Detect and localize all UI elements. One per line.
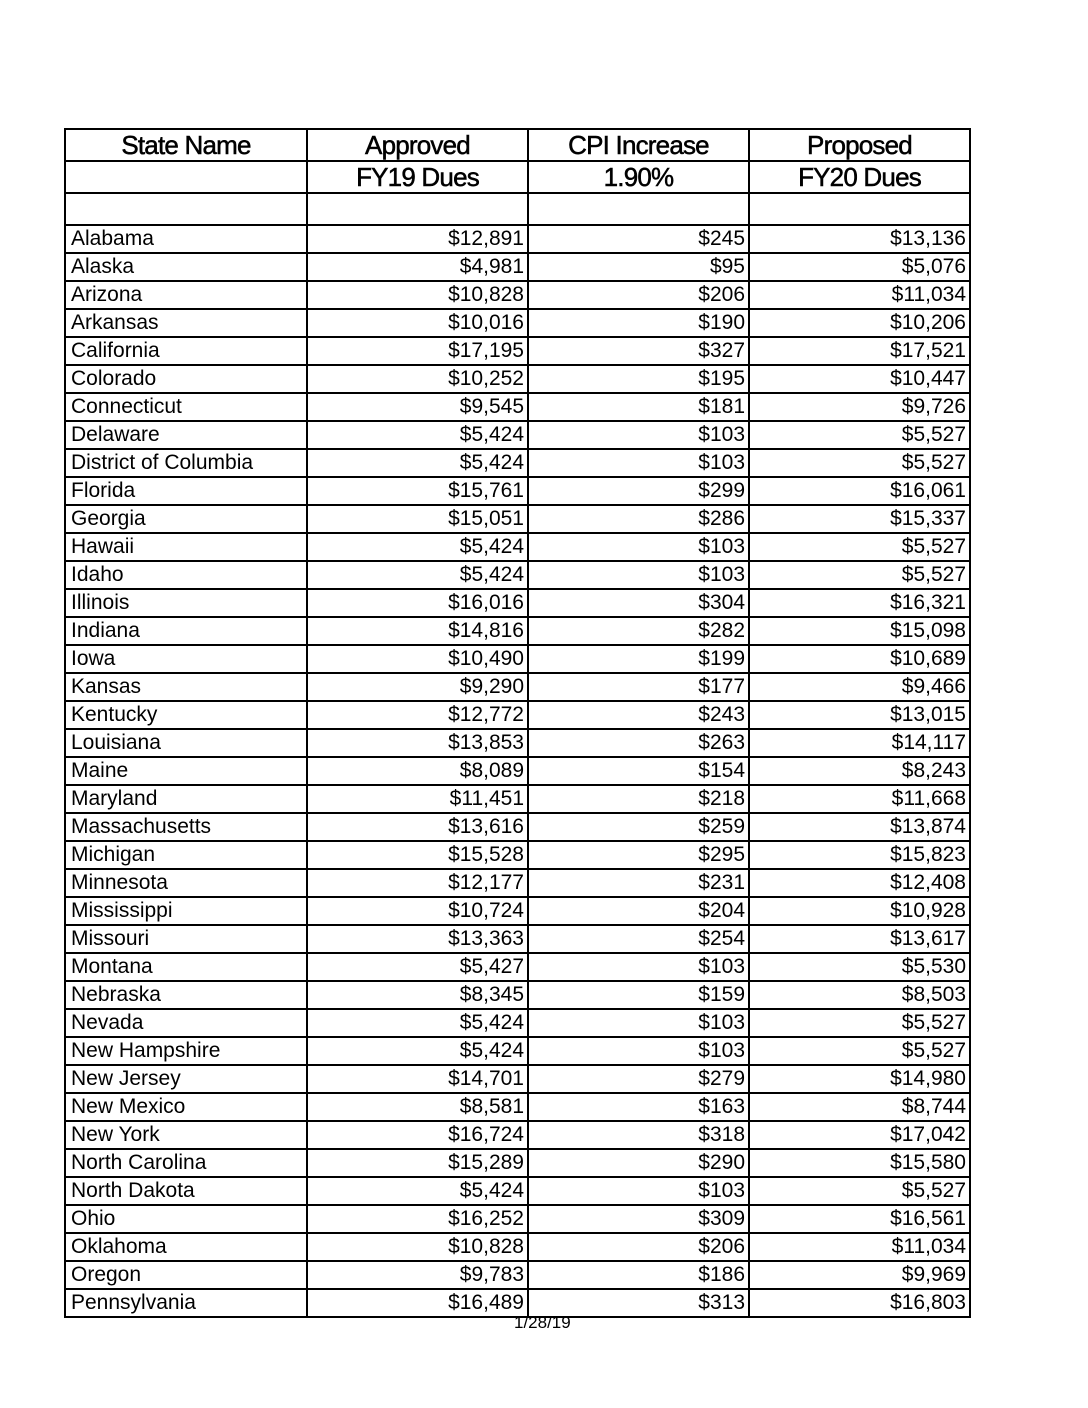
- table-row: [65, 981, 970, 1009]
- fy19-dues-cell: $5,424: [307, 421, 528, 449]
- cpi-increase-cell: $103: [528, 421, 749, 449]
- state-name-cell: Minnesota: [65, 869, 307, 897]
- cpi-increase-cell: $279: [528, 1065, 749, 1093]
- table-row: [65, 785, 970, 813]
- state-name-cell: Pennsylvania: [65, 1289, 307, 1317]
- table-row: [65, 225, 970, 253]
- fy20-dues-cell: $5,527: [749, 449, 970, 477]
- header-state-name-sub: [65, 161, 307, 193]
- table-row: [65, 645, 970, 673]
- table-row: [65, 561, 970, 589]
- fy20-dues-cell: $13,617: [749, 925, 970, 953]
- table-row: [65, 505, 970, 533]
- table-row: [65, 897, 970, 925]
- table-row: [65, 1149, 970, 1177]
- header-row-2: [65, 161, 970, 193]
- fy19-dues-cell: $15,289: [307, 1149, 528, 1177]
- state-name-cell: North Carolina: [65, 1149, 307, 1177]
- table-row: [65, 701, 970, 729]
- footer-date: 1/28/19: [514, 1313, 571, 1332]
- header-row-1: [65, 129, 970, 161]
- fy20-dues-cell: $16,321: [749, 589, 970, 617]
- fy20-dues-cell: $11,034: [749, 1233, 970, 1261]
- fy19-dues-cell: $17,195: [307, 337, 528, 365]
- fy19-dues-cell: $10,252: [307, 365, 528, 393]
- state-name-cell: Hawaii: [65, 533, 307, 561]
- fy20-dues-cell: $11,668: [749, 785, 970, 813]
- fy20-dues-cell: $16,803: [749, 1289, 970, 1317]
- cpi-increase-cell: $299: [528, 477, 749, 505]
- cpi-increase-cell: $327: [528, 337, 749, 365]
- state-name-cell: Arizona: [65, 281, 307, 309]
- table-row: [65, 421, 970, 449]
- fy19-dues-cell: $15,051: [307, 505, 528, 533]
- table-row: [65, 337, 970, 365]
- fy20-dues-cell: $9,969: [749, 1261, 970, 1289]
- table-row: [65, 533, 970, 561]
- fy20-dues-cell: $12,408: [749, 869, 970, 897]
- fy20-dues-cell: $10,206: [749, 309, 970, 337]
- table-row: [65, 1093, 970, 1121]
- cpi-increase-cell: $263: [528, 729, 749, 757]
- fy19-dues-cell: $12,891: [307, 225, 528, 253]
- fy20-dues-cell: $9,726: [749, 393, 970, 421]
- fy20-dues-cell: $10,689: [749, 645, 970, 673]
- state-name-cell: North Dakota: [65, 1177, 307, 1205]
- fy20-dues-cell: $5,527: [749, 421, 970, 449]
- cpi-increase-cell: $163: [528, 1093, 749, 1121]
- fy19-dues-cell: $5,424: [307, 561, 528, 589]
- fy19-dues-cell: $10,724: [307, 897, 528, 925]
- fy19-dues-cell: $13,616: [307, 813, 528, 841]
- fy19-dues-cell: $5,424: [307, 449, 528, 477]
- table-row: [65, 925, 970, 953]
- state-name-cell: California: [65, 337, 307, 365]
- fy19-dues-cell: $12,772: [307, 701, 528, 729]
- fy20-dues-cell: $14,980: [749, 1065, 970, 1093]
- fy20-dues-cell: $15,823: [749, 841, 970, 869]
- fy20-dues-cell: $15,337: [749, 505, 970, 533]
- blank-cell: [307, 193, 528, 225]
- fy19-dues-cell: $13,853: [307, 729, 528, 757]
- fy19-dues-cell: $16,252: [307, 1205, 528, 1233]
- table-row: [65, 365, 970, 393]
- cpi-increase-cell: $103: [528, 1037, 749, 1065]
- table-row: [65, 1205, 970, 1233]
- fy20-dues-cell: $5,076: [749, 253, 970, 281]
- cpi-increase-cell: $309: [528, 1205, 749, 1233]
- header-fy19-dues: FY19 Dues: [307, 161, 528, 193]
- fy19-dues-cell: $11,451: [307, 785, 528, 813]
- fy20-dues-cell: $10,447: [749, 365, 970, 393]
- state-name-cell: Oklahoma: [65, 1233, 307, 1261]
- state-name-cell: Alaska: [65, 253, 307, 281]
- cpi-increase-cell: $181: [528, 393, 749, 421]
- fy20-dues-cell: $17,042: [749, 1121, 970, 1149]
- table-row: [65, 1065, 970, 1093]
- fy19-dues-cell: $10,828: [307, 1233, 528, 1261]
- cpi-increase-cell: $199: [528, 645, 749, 673]
- fy20-dues-cell: $8,243: [749, 757, 970, 785]
- header-cpi-increase: CPI Increase: [528, 129, 749, 161]
- cpi-increase-cell: $254: [528, 925, 749, 953]
- fy20-dues-cell: $5,527: [749, 1037, 970, 1065]
- fy20-dues-cell: $8,744: [749, 1093, 970, 1121]
- table-row: [65, 1009, 970, 1037]
- state-name-cell: Kansas: [65, 673, 307, 701]
- fy19-dues-cell: $14,701: [307, 1065, 528, 1093]
- state-name-cell: Colorado: [65, 365, 307, 393]
- table-row: [65, 477, 970, 505]
- state-name-cell: Ohio: [65, 1205, 307, 1233]
- fy19-dues-cell: $16,724: [307, 1121, 528, 1149]
- table-row: [65, 309, 970, 337]
- cpi-increase-cell: $190: [528, 309, 749, 337]
- state-name-cell: New York: [65, 1121, 307, 1149]
- fy19-dues-cell: $5,424: [307, 533, 528, 561]
- cpi-increase-cell: $154: [528, 757, 749, 785]
- fy20-dues-cell: $5,527: [749, 1177, 970, 1205]
- cpi-increase-cell: $282: [528, 617, 749, 645]
- fy20-dues-cell: $5,527: [749, 1009, 970, 1037]
- blank-cell: [65, 193, 307, 225]
- cpi-increase-cell: $103: [528, 561, 749, 589]
- header-fy20-dues: FY20 Dues: [749, 161, 970, 193]
- cpi-increase-cell: $304: [528, 589, 749, 617]
- header-cpi-rate: 1.90%: [528, 161, 749, 193]
- fy19-dues-cell: $10,828: [307, 281, 528, 309]
- fy19-dues-cell: $16,016: [307, 589, 528, 617]
- table-row: [65, 617, 970, 645]
- cpi-increase-cell: $195: [528, 365, 749, 393]
- fy19-dues-cell: $14,816: [307, 617, 528, 645]
- cpi-increase-cell: $295: [528, 841, 749, 869]
- table-row: [65, 393, 970, 421]
- state-name-cell: New Jersey: [65, 1065, 307, 1093]
- fy20-dues-cell: $13,015: [749, 701, 970, 729]
- table-row: [65, 1233, 970, 1261]
- blank-cell: [749, 193, 970, 225]
- fy19-dues-cell: $5,424: [307, 1177, 528, 1205]
- fy20-dues-cell: $9,466: [749, 673, 970, 701]
- state-name-cell: Louisiana: [65, 729, 307, 757]
- fy20-dues-cell: $15,098: [749, 617, 970, 645]
- fy20-dues-cell: $16,561: [749, 1205, 970, 1233]
- state-name-cell: Georgia: [65, 505, 307, 533]
- cpi-increase-cell: $318: [528, 1121, 749, 1149]
- table-row: [65, 589, 970, 617]
- fy20-dues-cell: $13,874: [749, 813, 970, 841]
- table-row: [65, 1261, 970, 1289]
- state-name-cell: Oregon: [65, 1261, 307, 1289]
- state-name-cell: District of Columbia: [65, 449, 307, 477]
- table-row: [65, 729, 970, 757]
- fy20-dues-cell: $8,503: [749, 981, 970, 1009]
- cpi-increase-cell: $290: [528, 1149, 749, 1177]
- fy19-dues-cell: $9,545: [307, 393, 528, 421]
- table-row: [65, 281, 970, 309]
- fy20-dues-cell: $16,061: [749, 477, 970, 505]
- cpi-increase-cell: $95: [528, 253, 749, 281]
- fy20-dues-cell: $14,117: [749, 729, 970, 757]
- blank-row: [65, 193, 970, 225]
- table-row: [65, 757, 970, 785]
- state-name-cell: Mississippi: [65, 897, 307, 925]
- fy20-dues-cell: $15,580: [749, 1149, 970, 1177]
- cpi-increase-cell: $218: [528, 785, 749, 813]
- state-name-cell: Alabama: [65, 225, 307, 253]
- fy19-dues-cell: $15,528: [307, 841, 528, 869]
- table-body: [65, 193, 970, 1317]
- table-row: [65, 813, 970, 841]
- table-row: [65, 869, 970, 897]
- state-name-cell: Nebraska: [65, 981, 307, 1009]
- cpi-increase-cell: $186: [528, 1261, 749, 1289]
- state-name-cell: New Mexico: [65, 1093, 307, 1121]
- table-row: [65, 1177, 970, 1205]
- fy19-dues-cell: $10,016: [307, 309, 528, 337]
- fy19-dues-cell: $10,490: [307, 645, 528, 673]
- cpi-increase-cell: $177: [528, 673, 749, 701]
- state-name-cell: Iowa: [65, 645, 307, 673]
- state-name-cell: Montana: [65, 953, 307, 981]
- state-name-cell: Kentucky: [65, 701, 307, 729]
- table-row: [65, 953, 970, 981]
- fy19-dues-cell: $16,489: [307, 1289, 528, 1317]
- fy20-dues-cell: $5,530: [749, 953, 970, 981]
- cpi-increase-cell: $103: [528, 1009, 749, 1037]
- fy20-dues-cell: $11,034: [749, 281, 970, 309]
- cpi-increase-cell: $103: [528, 449, 749, 477]
- table-row: [65, 449, 970, 477]
- state-name-cell: New Hampshire: [65, 1037, 307, 1065]
- cpi-increase-cell: $259: [528, 813, 749, 841]
- state-name-cell: Missouri: [65, 925, 307, 953]
- fy20-dues-cell: $10,928: [749, 897, 970, 925]
- fy19-dues-cell: $13,363: [307, 925, 528, 953]
- fy19-dues-cell: $8,345: [307, 981, 528, 1009]
- state-name-cell: Connecticut: [65, 393, 307, 421]
- fy19-dues-cell: $15,761: [307, 477, 528, 505]
- fy19-dues-cell: $9,290: [307, 673, 528, 701]
- cpi-increase-cell: $243: [528, 701, 749, 729]
- fy19-dues-cell: $12,177: [307, 869, 528, 897]
- state-name-cell: Massachusetts: [65, 813, 307, 841]
- dues-table: [64, 128, 971, 1318]
- state-name-cell: Idaho: [65, 561, 307, 589]
- blank-cell: [528, 193, 749, 225]
- state-name-cell: Illinois: [65, 589, 307, 617]
- state-name-cell: Delaware: [65, 421, 307, 449]
- cpi-increase-cell: $204: [528, 897, 749, 925]
- header-state-name: State Name: [65, 129, 307, 161]
- fy19-dues-cell: $8,089: [307, 757, 528, 785]
- cpi-increase-cell: $286: [528, 505, 749, 533]
- state-name-cell: Arkansas: [65, 309, 307, 337]
- fy20-dues-cell: $17,521: [749, 337, 970, 365]
- table-header: [65, 129, 970, 193]
- fy19-dues-cell: $8,581: [307, 1093, 528, 1121]
- cpi-increase-cell: $159: [528, 981, 749, 1009]
- fy20-dues-cell: $13,136: [749, 225, 970, 253]
- table-row: [65, 1037, 970, 1065]
- state-name-cell: Indiana: [65, 617, 307, 645]
- state-name-cell: Michigan: [65, 841, 307, 869]
- table-row: [65, 841, 970, 869]
- cpi-increase-cell: $206: [528, 281, 749, 309]
- fy19-dues-cell: $5,424: [307, 1037, 528, 1065]
- fy19-dues-cell: $5,424: [307, 1009, 528, 1037]
- cpi-increase-cell: $103: [528, 1177, 749, 1205]
- fy19-dues-cell: $9,783: [307, 1261, 528, 1289]
- cpi-increase-cell: $206: [528, 1233, 749, 1261]
- table-row: [65, 673, 970, 701]
- table-row: [65, 1121, 970, 1149]
- cpi-increase-cell: $103: [528, 953, 749, 981]
- header-approved: Approved: [307, 129, 528, 161]
- fy20-dues-cell: $5,527: [749, 533, 970, 561]
- cpi-increase-cell: $245: [528, 225, 749, 253]
- table-row: [65, 253, 970, 281]
- state-name-cell: Florida: [65, 477, 307, 505]
- header-proposed: Proposed: [749, 129, 970, 161]
- fy19-dues-cell: $5,427: [307, 953, 528, 981]
- cpi-increase-cell: $231: [528, 869, 749, 897]
- state-name-cell: Nevada: [65, 1009, 307, 1037]
- fy19-dues-cell: $4,981: [307, 253, 528, 281]
- state-name-cell: Maryland: [65, 785, 307, 813]
- fy20-dues-cell: $5,527: [749, 561, 970, 589]
- state-name-cell: Maine: [65, 757, 307, 785]
- cpi-increase-cell: $103: [528, 533, 749, 561]
- cpi-increase-cell: $313: [528, 1289, 749, 1317]
